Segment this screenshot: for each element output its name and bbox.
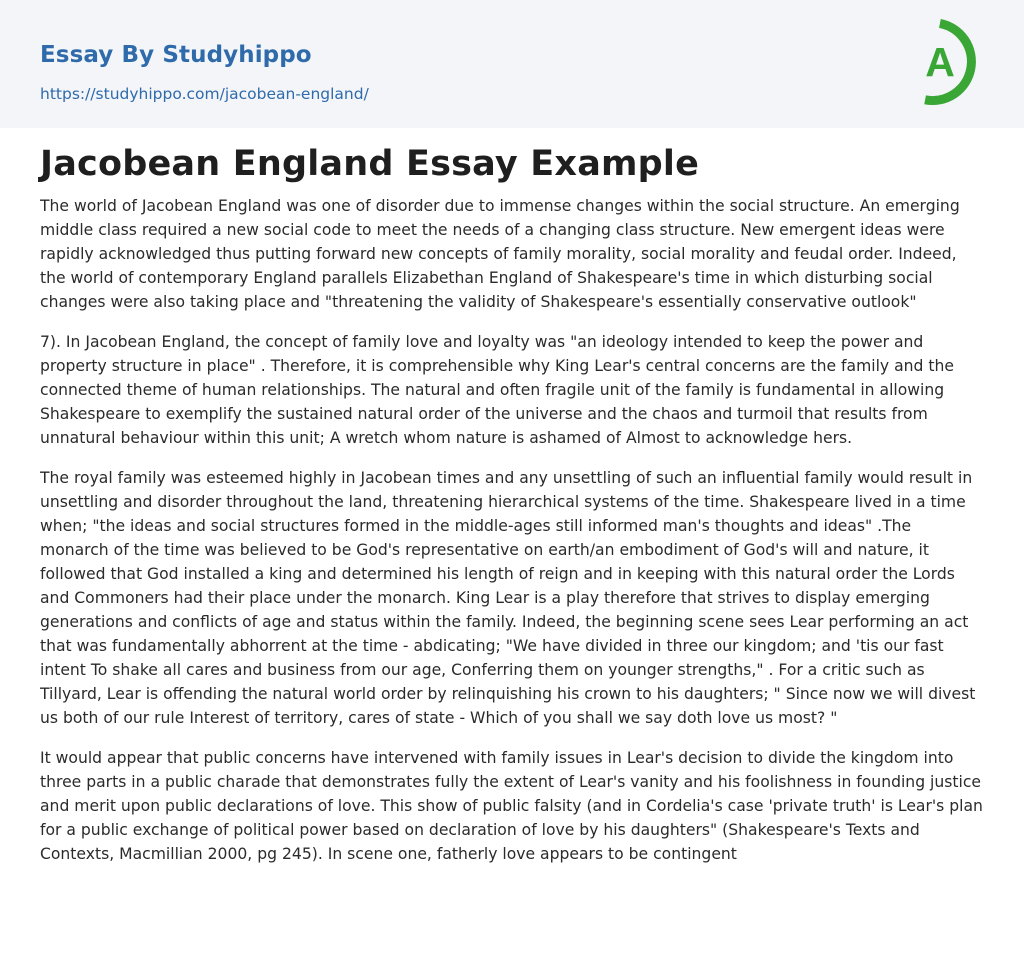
article-paragraph: The royal family was esteemed highly in Jacobean times and any unsettling of such an influential family would result in unsettling and disorder throughout the land, threatening hierarchical systems of the time. Shakespeare lived in a time when; "the ideas and social structures formed in the middle-ages still informed man's thoughts and ideas" .The monarch of the time was believed to be God's representative on earth/an embodiment of God's will and nature, it followed that God installed a king and determined his length of reign and in keeping with this natural order the Lords and Commoners had their place under the monarch. King Lear is a play therefore that strives to display emerging generations and conflicts of age and status within the family. Indeed, the beginning scene sees Lear performing an act that was fundamentally abhorrent at the time - abdicating; "We have divided in three our kingdom; and 'tis our fast intent To shake all cares and business from our age, Conferring them on younger strengths," . For a critic such as Tillyard, Lear is offending the natural world order by relinquishing his crown to his daughters; " Since now we will divest us both of our rule Interest of territory, cares of state - Which of you shall we say doth love us most? " (40, 469, 976, 727)
article-paragraph: 7). In Jacobean England, the concept of family love and loyalty was "an ideology intended to keep the power and property structure in place" . Therefore, it is comprehensible why King Lear's central concerns are the family and the connected theme of human relationships. The natural and often fragile unit of the family is fundamental in allowing Shakespeare to exemplify the sustained natural order of the universe and the chaos and turmoil that results from unnatural behaviour within this unit; A wretch whom nature is ashamed of Almost to acknowledge hers. (40, 333, 954, 447)
article-title: Jacobean England Essay Example (40, 144, 700, 184)
article-paragraph: The world of Jacobean England was one of disorder due to immense changes within the social structure. An emerging middle class required a new social code to meet the needs of a changing class structure. New emergent ideas were rapidly acknowledged thus putting forward new concepts of family morality, social morality and feudal order. Indeed, the world of contemporary England parallels Elizabethan England of Shakespeare's time in which disturbing social changes were also taking place and "threatening the validity of Shakespeare's essentially conservative outlook" (40, 197, 960, 311)
page-url-link[interactable]: https://studyhippo.com/jacobean-england/ (40, 85, 369, 103)
article-body (40, 194, 984, 971)
site-brand[interactable]: Essay By Studyhippo (40, 42, 312, 68)
studyhippo-logo-icon[interactable] (912, 18, 988, 106)
site-header (0, 0, 1024, 128)
logo-letter: A (925, 39, 955, 85)
article-paragraph: It would appear that public concerns have intervened with family issues in Lear's decision to divide the kingdom into three parts in a public charade that demonstrates fully the extent of Lear's vanity and his foolishness in founding justice and merit upon public declarations of love. This show of public falsity (and in Cordelia's case 'private truth' is Lear's plan for a public exchange of political power based on declaration of love by his daughters" (Shakespeare's Texts and Contexts, Macmillian 2000, pg 245). In scene one, fatherly love appears to be contingent (40, 749, 983, 863)
